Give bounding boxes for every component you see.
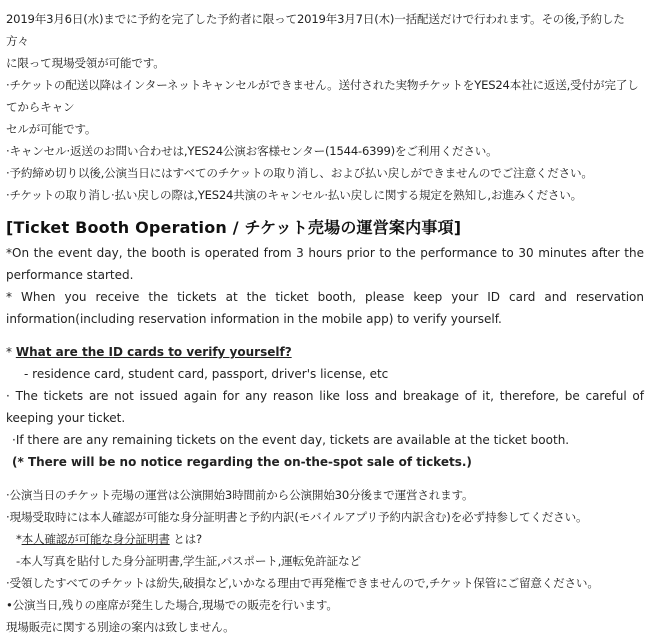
jp-remaining-seats: •公演当日,残りの座席が発生した場合,現場での販売を行います。	[6, 598, 338, 612]
id-requirement-text: * When you receive the tickets at the ticket booth, please keep your ID card and reservation information(including reservation information in the mobile app) to verify yourself.	[6, 290, 644, 326]
jp-booth-hours: ·公演当日のチケット売場の運営は公演開始3時間前から公演開始30分後まで運営されます。	[6, 488, 474, 502]
jp-no-notice: 現場販売に関する別途の案内は致しません。	[6, 620, 235, 634]
jp-id-list: -本人写真を貼付した身分証明書,学生証,パスポート,運転免許証など	[16, 554, 361, 568]
spacer	[6, 473, 644, 484]
intro-line-3: ·チケットの配送以降はインターネットキャンセルができません。送付された実物チケットをYES24本社に返送,受付が完了してからキャン	[6, 78, 639, 114]
id-question-heading: What are the ID cards to verify yourself?	[15, 345, 292, 359]
intro-line-7: ·チケットの取り消し·払い戻しの際は,YES24共演のキャンセル·払い戻しに関する規定を熟知し,お進みください。	[6, 188, 583, 202]
intro-line-6: ·予約締め切り以後,公演当日にはすべてのチケットの取り消し、および払い戻しができませんのでご注意ください。	[6, 166, 593, 180]
section-title: [Ticket Booth Operation / チケット売場の運営案内事項]	[6, 218, 462, 237]
id-question-prefix: *	[6, 345, 16, 359]
intro-line-1: 2019年3月6日(水)までに予約を完了した予約者に限って2019年3月7日(木)一括配送だけで行われます。その後,予約した方々	[6, 12, 625, 48]
jp-no-reissue: ·受領したすべてのチケットは紛失,破損など,いかなる理由で再発権できませんので,チケット保管にご留意ください。	[6, 576, 599, 590]
jp-id-question-heading: 本人確認が可能な身分証明書	[21, 532, 170, 546]
english-info-block	[6, 242, 644, 473]
booth-hours-text: *On the event day, the booth is operated from 3 hours prior to the performance to 30 minutes after the performance started.	[6, 246, 644, 282]
jp-id-requirement: ·現場受取時には本人確認が可能な身分証明書と予約内訳(モバイルアプリ予約内訳含む)を必ず持参してください。	[6, 510, 588, 524]
id-list-text: - residence card, student card, passport, driver's license, etc	[24, 367, 389, 381]
spacer	[6, 330, 644, 341]
japanese-info-block	[6, 484, 644, 638]
jp-id-question-suffix: とは?	[169, 532, 202, 546]
intro-line-4: セルが可能です。	[6, 122, 97, 136]
jp-id-question-prefix: *	[16, 532, 22, 546]
id-question-line	[6, 341, 644, 363]
intro-line-5: ·キャンセル·返送のお問い合わせは,YES24公演お客様センター(1544-6399)をご利用ください。	[6, 144, 498, 158]
no-notice-text: (* There will be no notice regarding the on-the-spot sale of tickets.)	[12, 455, 472, 469]
remaining-tickets-text: ·If there are any remaining tickets on the event day, tickets are available at the ticket booth.	[12, 433, 570, 447]
jp-id-question-line	[6, 528, 644, 550]
intro-notice-block	[6, 8, 644, 206]
no-reissue-text: · The tickets are not issued again for any reason like loss and breakage of it, therefore, be careful of keeping your ticket.	[6, 389, 644, 425]
intro-line-2: に限って現場受領が可能です。	[6, 56, 165, 70]
